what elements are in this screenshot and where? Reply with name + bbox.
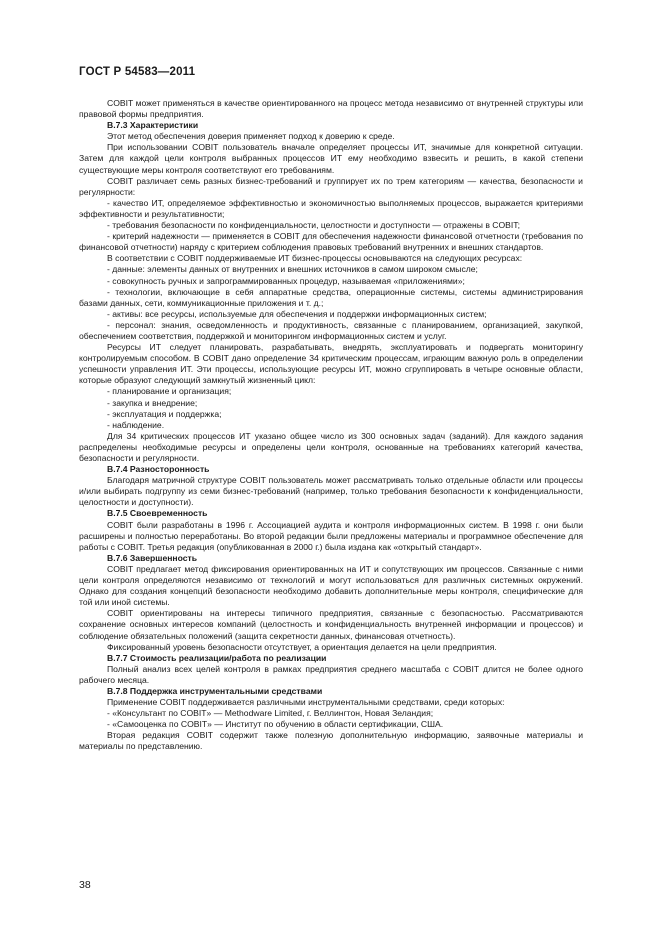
body-paragraph: COBIT предлагает метод фиксирования ориентированных на ИТ и сопутствующих им процессов. Связанные с ними цели контроля определяются независимо от технологий и могут использоваться для различных системных окружений. Однако для создания концепций безопасности необходимо добавить дополнительные меры контроля, специфические для той или иной системы. bbox=[79, 563, 583, 608]
body-paragraph: - «Консультант по COBIT» — Methodware Limited, г. Веллингтон, Новая Зеландия; bbox=[107, 708, 434, 719]
body-paragraph: - эксплуатация и поддержка; bbox=[107, 408, 222, 419]
body-paragraph: Фиксированный уровень безопасности отсутствует, а ориентация делается на цели предприятия. bbox=[107, 641, 497, 652]
body-paragraph: Для 34 критических процессов ИТ указано общее число из 300 основных задач (заданий). Для каждого задания распределены необходимые ресурсы и определены цели контроля, основанные на требованиях категорий качества, безопасности и регулярности. bbox=[79, 430, 583, 463]
body-paragraph: - совокупность ручных и запрограммированных процедур, называемая «приложениями»; bbox=[107, 275, 465, 286]
body-paragraph: - технологии, включающие в себя аппаратные средства, операционные системы, системы администрирования базами данных, сети, коммуникационные приложения и т. д.; bbox=[79, 286, 583, 308]
section-heading: В.7.8 Поддержка инструментальными средствами bbox=[107, 685, 323, 696]
body-paragraph: Благодаря матричной структуре COBIT пользователь может рассматривать только отдельные области или процессы и/или выбирать подгруппу из семи бизнес-требований (например, только требования безопасности к конфиденциальности, целостности и доступности). bbox=[79, 475, 583, 508]
body-paragraph: - требования безопасности по конфиденциальности, целостности и доступности — отражены в COBIT; bbox=[107, 220, 520, 231]
body-paragraph: - активы: все ресурсы, используемые для обеспечения и поддержки информационных систем; bbox=[107, 308, 487, 319]
body-paragraph: - закупка и внедрение; bbox=[107, 397, 198, 408]
body-paragraph: - «Самооценка по COBIT» — Институт по обучению в области сертификации, США. bbox=[107, 719, 444, 730]
body-paragraph: - критерий надежности — применяется в COBIT для обеспечения надежности финансовой отчетности (требования по финансовой отчетности) наряду с критерием соблюдения правовых требований внутренних и внешних стандартов. bbox=[79, 231, 583, 253]
section-heading: В.7.3 Характеристики bbox=[107, 120, 199, 131]
body-paragraph: Ресурсы ИТ следует планировать, разрабатывать, внедрять, эксплуатировать и подвергать мониторингу контролируемым способом. В COBIT дано определение 34 критическим процессам, играющим важную роль в определении успешности управления ИТ. Эти процессы, использующие ресурсы ИТ, можно сгруппировать в четыре основные области, которые образуют следующий замкнутый жизненный цикл: bbox=[79, 342, 583, 386]
body-paragraph: COBIT может применяться в качестве ориентированного на процесс метода независимо от внутренней структуры или правовой формы предприятия. bbox=[79, 98, 583, 120]
body-paragraph: COBIT различает семь разных бизнес-требований и группирует их по трем категориям — качества, безопасности и регулярности: bbox=[79, 175, 583, 197]
body-paragraph: - персонал: знания, осведомленность и продуктивность, связанные с планированием, организацией, закупкой, обеспечением соответствия, поддержкой и мониторингом информационных систем и услуг. bbox=[79, 319, 583, 341]
body-paragraph: - качество ИТ, определяемое эффективностью и экономичностью выполняемых процессов, выражается критериями эффективности и результативности; bbox=[79, 197, 583, 219]
body-paragraph: В соответствии с COBIT поддерживаемые ИТ бизнес-процессы основываются на следующих ресурсах: bbox=[107, 253, 523, 264]
body-paragraph: - планирование и организация; bbox=[107, 386, 232, 397]
page-header: ГОСТ Р 54583—2011 bbox=[79, 66, 196, 78]
section-heading: В.7.6 Завершенность bbox=[107, 552, 198, 563]
body-paragraph: - наблюдение. bbox=[107, 419, 165, 430]
body-paragraph: COBIT были разработаны в 1996 г. Ассоциацией аудита и контроля информационных систем. В 1998 г. они были расширены и полностью переработаны. Во второй редакции были предложены материалы и программное обеспечение для работы с COBIT. Третья редакция (опубликованная в 2000 г.) была издана как «открытый стандарт». bbox=[79, 519, 583, 552]
section-heading: В.7.7 Стоимость реализации/работа по реализации bbox=[107, 652, 327, 663]
body-paragraph: Применение COBIT поддерживается различными инструментальными средствами, среди которых: bbox=[107, 697, 505, 708]
body-paragraph: Вторая редакция COBIT содержит также полезную дополнительную информацию, заявочные материалы и материалы по представлению. bbox=[79, 730, 583, 752]
section-heading: В.7.5 Своевременность bbox=[107, 508, 208, 519]
body-paragraph: Полный анализ всех целей контроля в рамках предприятия среднего масштаба с COBIT длится не более одного рабочего месяца. bbox=[79, 663, 583, 685]
section-heading: В.7.4 Разносторонность bbox=[107, 464, 210, 475]
body-paragraph: - данные: элементы данных от внутренних и внешних источников в самом широком смысле; bbox=[107, 264, 478, 275]
page-body bbox=[79, 98, 583, 753]
page-number: 38 bbox=[79, 879, 91, 891]
body-paragraph: COBIT ориентированы на интересы типичного предприятия, связанные с безопасностью. Рассматриваются сохранение основных интересов компаний (целостность и конфиденциальность внутренней информации и процессов) и соблюдение обязательных положений (защита секретности данных, финансовая отчетность). bbox=[79, 608, 583, 641]
body-paragraph: Этот метод обеспечения доверия применяет подход к доверию к среде. bbox=[107, 131, 395, 142]
body-paragraph: При использовании COBIT пользователь вначале определяет процессы ИТ, значимые для конкретной ситуации. Затем для каждой цели контроля выбранных процессов ИТ ему необходимо взвесить и решить, в какой степени существующие меры контроля соответствуют его требованиям. bbox=[79, 142, 583, 175]
